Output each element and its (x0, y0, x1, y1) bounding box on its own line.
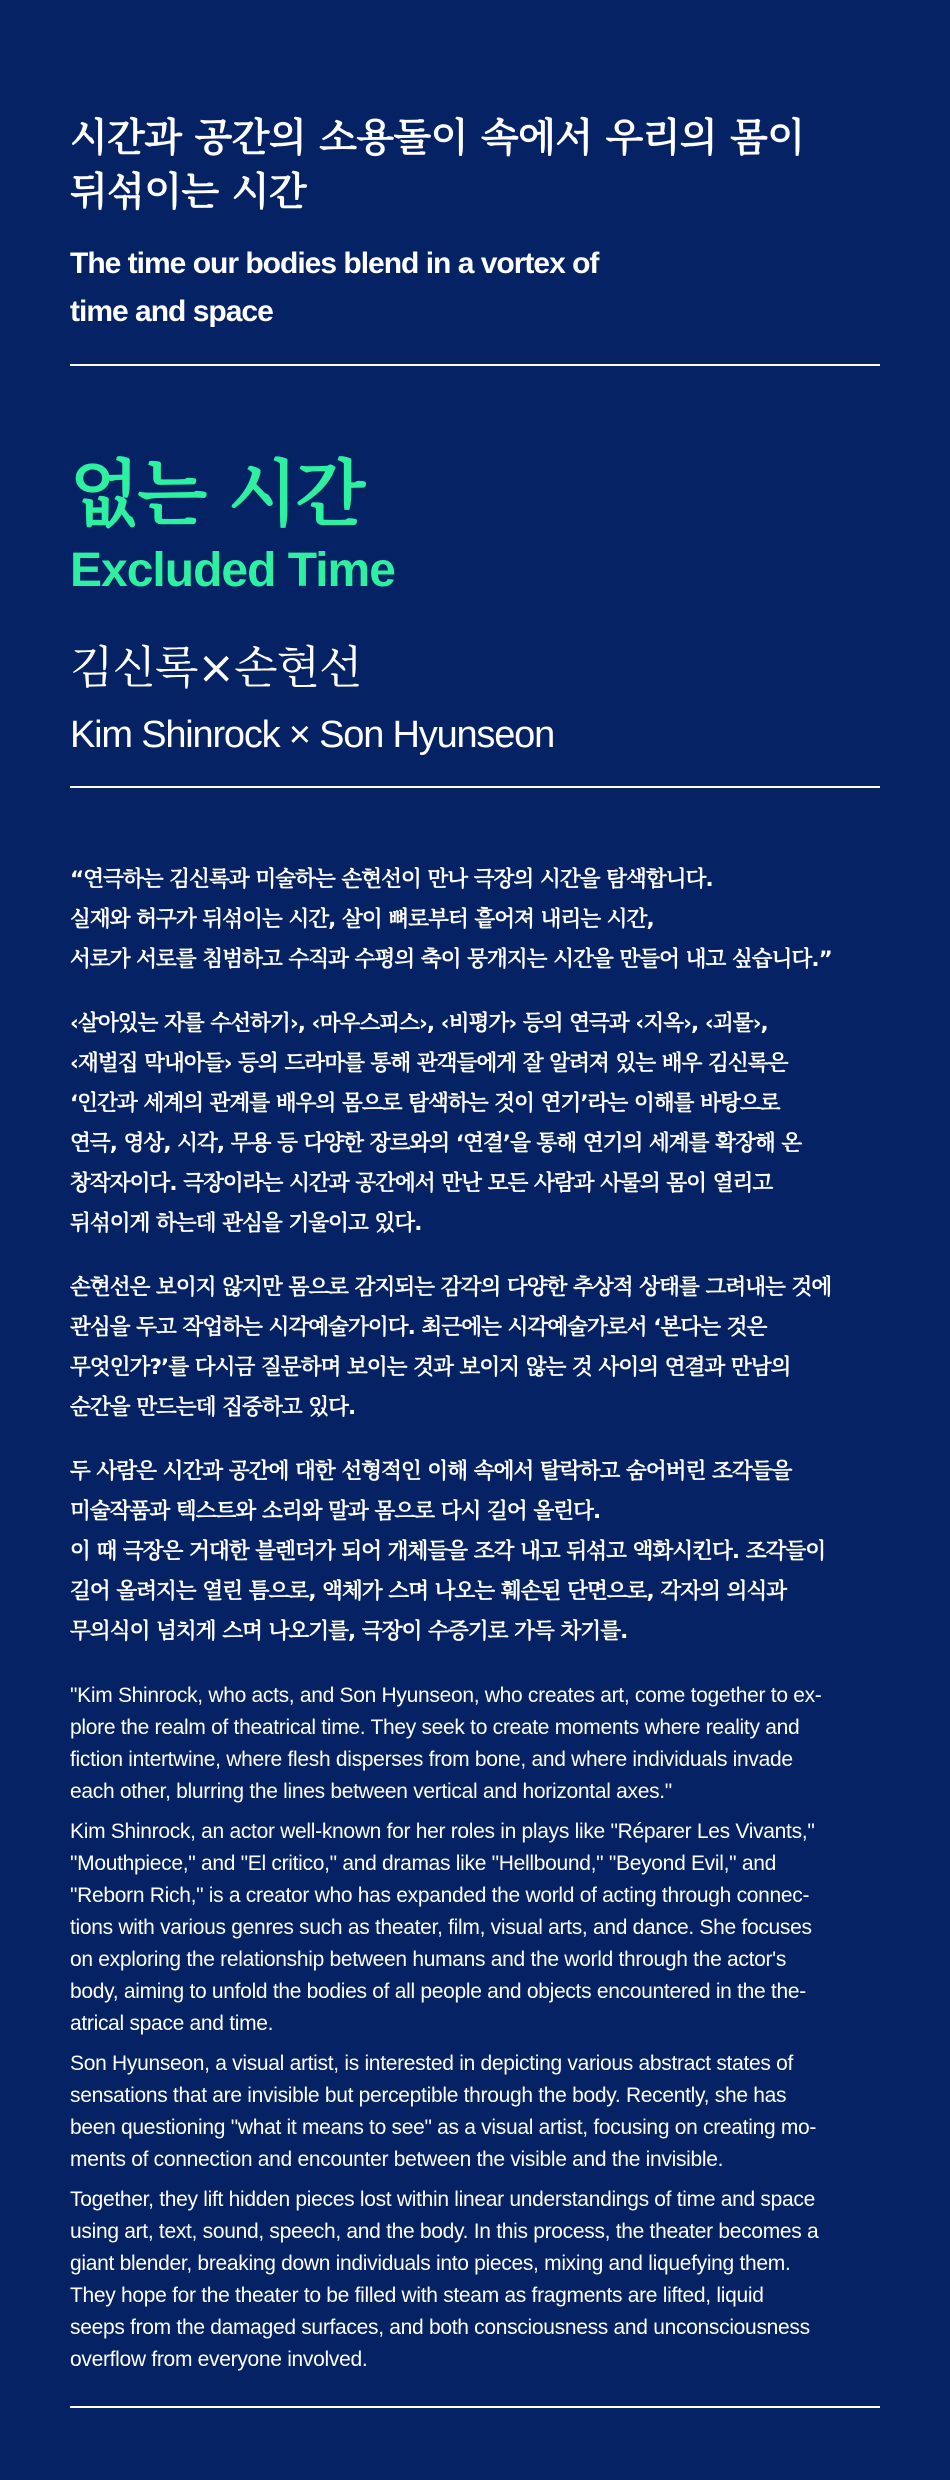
text-line: plore the realm of theatrical time. They seek to create moments where reality and (70, 1716, 800, 1739)
korean-paragraph (70, 860, 890, 980)
english-paragraph (70, 2048, 890, 2176)
text-line: 실재와 허구가 뒤섞이는 시간, 살이 뼈로부터 흩어져 내리는 시간, (70, 907, 654, 932)
text-line: 손현선은 보이지 않지만 몸으로 감지되는 감각의 다양한 추상적 상태를 그려내는 것에 (70, 1275, 832, 1300)
text-line: 순간을 만드는데 집중하고 있다. (70, 1395, 356, 1420)
korean-paragraph (70, 1004, 890, 1244)
heading-english-line: The time our bodies blend in a vortex of (70, 247, 599, 280)
text-line: "Mouthpiece," and "El critico," and dramas like "Hellbound," "Beyond Evil," and (70, 1852, 776, 1875)
text-line: seeps from the damaged surfaces, and both consciousness and unconsciousness (70, 2316, 810, 2339)
text-line: Together, they lift hidden pieces lost within linear understandings of time and space (70, 2188, 815, 2211)
text-line: Kim Shinrock, an actor well-known for her roles in plays like "Réparer Les Vivants," (70, 1820, 815, 1843)
artists-korean: 김신록×손현선 (70, 641, 362, 694)
heading-english (70, 240, 630, 336)
text-line: 관심을 두고 작업하는 시각예술가이다. 최근에는 시각예술가로서 ‘본다는 것은 (70, 1315, 767, 1340)
heading-korean-line: 시간과 공간의 소용돌이 속에서 우리의 몸이 (70, 116, 805, 161)
text-line: on exploring the relationship between humans and the world through the actor's (70, 1948, 787, 1971)
heading-english-line: time and space (70, 295, 273, 328)
korean-description (70, 860, 890, 1676)
text-line: 이 때 극장은 거대한 블렌더가 되어 개체들을 조각 내고 뒤섞고 액화시킨다. 조각들이 (70, 1539, 826, 1564)
text-line: ments of connection and encounter between the visible and the invisible. (70, 2148, 724, 2171)
text-line: each other, blurring the lines between vertical and horizontal axes." (70, 1780, 672, 1803)
text-line: ‘인간과 세계의 관계를 배우의 몸으로 탐색하는 것이 연기’라는 이해를 바탕으로 (70, 1091, 780, 1116)
work-title-english: Excluded Time (70, 544, 395, 597)
korean-paragraph (70, 1268, 890, 1428)
english-paragraph (70, 2184, 890, 2376)
divider-middle (70, 786, 880, 788)
text-line: Son Hyunseon, a visual artist, is interested in depicting various abstract states of (70, 2052, 794, 2075)
text-line: overflow from everyone involved. (70, 2348, 368, 2371)
artists-english: Kim Shinrock × Son Hyunseon (70, 714, 555, 756)
english-paragraph (70, 1680, 890, 1808)
english-description (70, 1680, 890, 2384)
text-line: 창작자이다. 극장이라는 시간과 공간에서 만난 모든 사람과 사물의 몸이 열리고 (70, 1171, 773, 1196)
text-line: 무의식이 넘치게 스며 나오기를, 극장이 수증기로 가득 차기를. (70, 1619, 628, 1644)
heading-korean-line: 뒤섞이는 시간 (70, 170, 307, 215)
text-line: 두 사람은 시간과 공간에 대한 선형적인 이해 속에서 탈락하고 숨어버린 조각들을 (70, 1459, 792, 1484)
text-line: 무엇인가?’를 다시금 질문하며 보이는 것과 보이지 않는 것 사이의 연결과 만남의 (70, 1355, 791, 1380)
text-line: using art, text, sound, speech, and the body. In this process, the theater becomes a (70, 2220, 819, 2243)
text-line: "Reborn Rich," is a creator who has expanded the world of acting through connec- (70, 1884, 810, 1907)
text-line: 연극, 영상, 시각, 무용 등 다양한 장르와의 ‘연결’을 통해 연기의 세계를 확장해 온 (70, 1131, 802, 1156)
text-line: been questioning "what it means to see" as a visual artist, focusing on creating mo- (70, 2116, 817, 2139)
text-line: 뒤섞이게 하는데 관심을 기울이고 있다. (70, 1211, 422, 1236)
text-line: ‹재벌집 막내아들› 등의 드라마를 통해 관객들에게 잘 알려져 있는 배우 김신록은 (70, 1051, 788, 1076)
text-line: sensations that are invisible but perceptible through the body. Recently, she has (70, 2084, 787, 2107)
text-line: fiction intertwine, where flesh disperses from bone, and where individuals invade (70, 1748, 793, 1771)
text-line: 미술작품과 텍스트와 소리와 말과 몸으로 다시 길어 올린다. (70, 1499, 601, 1524)
divider-top (70, 364, 880, 366)
text-line: atrical space and time. (70, 2012, 274, 2035)
text-line: ‹살아있는 자를 수선하기›, ‹마우스피스›, ‹비평가› 등의 연극과 ‹지옥›, ‹괴물›, (70, 1011, 768, 1036)
korean-paragraph (70, 1452, 890, 1652)
work-title-korean: 없는 시간 (70, 452, 364, 536)
english-paragraph (70, 1816, 890, 2040)
text-line: 길어 올려지는 열린 틈으로, 액체가 스며 나오는 훼손된 단면으로, 각자의 의식과 (70, 1579, 787, 1604)
text-line: “연극하는 김신록과 미술하는 손현선이 만나 극장의 시간을 탐색합니다. (70, 867, 713, 892)
text-line: They hope for the theater to be filled with steam as fragments are lifted, liquid (70, 2284, 764, 2307)
divider-bottom (70, 2406, 880, 2408)
text-line: tions with various genres such as theater, film, visual arts, and dance. She focuses (70, 1916, 812, 1939)
text-line: giant blender, breaking down individuals into pieces, mixing and liquefying them. (70, 2252, 791, 2275)
text-line: 서로가 서로를 침범하고 수직과 수평의 축이 뭉개지는 시간을 만들어 내고 싶습니다.” (70, 947, 832, 972)
text-line: "Kim Shinrock, who acts, and Son Hyunseon, who creates art, come together to ex- (70, 1684, 822, 1707)
text-line: body, aiming to unfold the bodies of all people and objects encountered in the the- (70, 1980, 806, 2003)
heading-korean (70, 112, 880, 220)
